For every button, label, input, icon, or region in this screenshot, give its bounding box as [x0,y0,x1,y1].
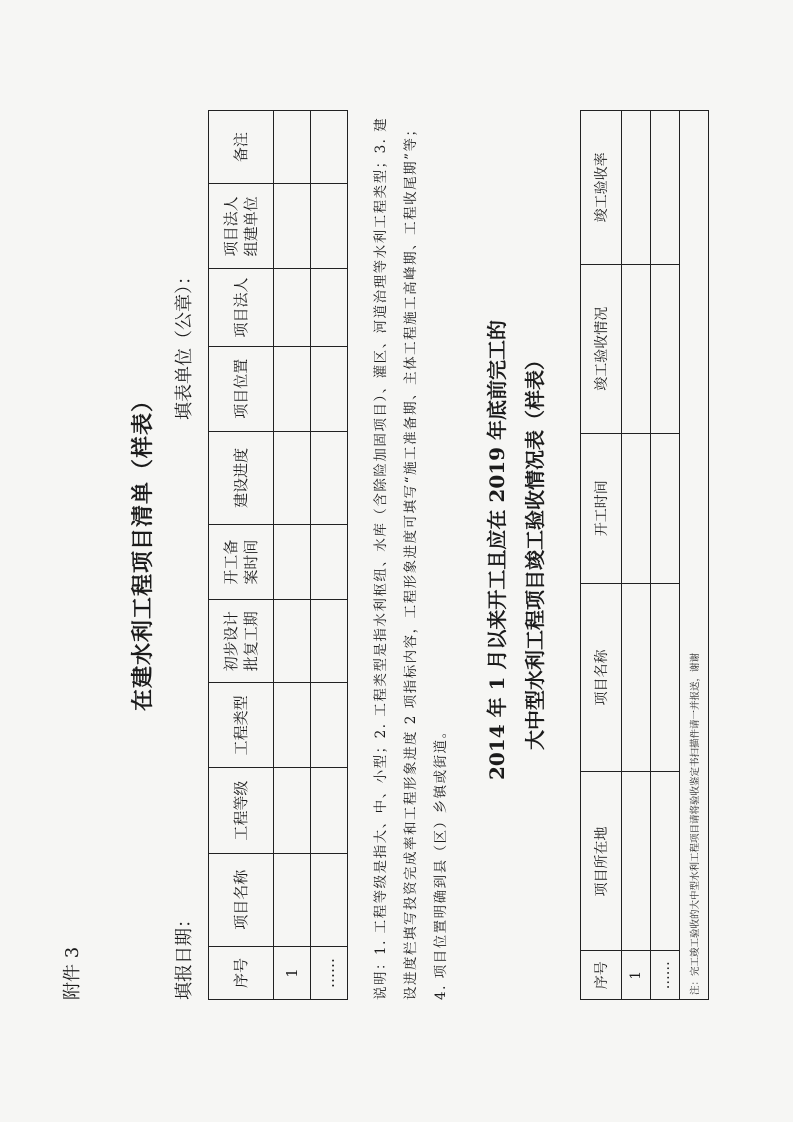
col-header: 项目名称 [581,583,622,772]
col-header: 竣工验收情况 [581,264,622,433]
table-cell [651,264,680,433]
table-cell [311,853,348,946]
table-cell [311,600,348,683]
table-cell [622,583,651,772]
table-cell [651,772,680,951]
table-cell [311,184,348,269]
table-cell [311,683,348,768]
table1-header-row [209,111,274,1000]
table-cell: 1 [274,946,311,999]
col-header: 工程等级 [209,768,274,853]
col-header: 备注 [209,111,274,184]
col-header: 开工备 案时间 [209,524,274,599]
table2-header-row [581,111,622,1000]
table-cell [311,346,348,431]
table-cell [274,111,311,184]
col-header: 建设进度 [209,431,274,524]
table-note-row [680,111,709,1000]
table-cell: …… [311,946,348,999]
table2-title-line1: 2014 年 1 月以来开工且应在 2019 年底前完工的 [485,319,509,781]
table2-title-line2: 大中型水利工程项目竣工验收情况表（样表） [523,350,547,750]
table-cell [274,768,311,853]
table-cell [274,853,311,946]
table-cell [622,772,651,951]
col-header: 序号 [581,951,622,1000]
table-cell [311,269,348,346]
table-cell [311,524,348,599]
table1-title: 在建水利工程项目清单（样表） [130,389,156,712]
table-cell [651,111,680,265]
col-header: 项目所在地 [581,772,622,951]
table-cell [274,269,311,346]
table-row [311,111,348,1000]
fill-unit-label: 填表单位（公章）： [174,267,195,420]
table-cell [651,583,680,772]
table-row [622,111,651,1000]
fill-date-label: 填报日期： [174,910,195,1000]
table-cell [274,600,311,683]
table-cell [274,683,311,768]
table-cell: 1 [622,951,651,1000]
table-row [651,111,680,1000]
col-header: 初步设计 批复工期 [209,600,274,683]
table-cell [311,111,348,184]
table-cell [274,524,311,599]
acceptance-table [580,110,709,1000]
col-header: 项目法人 [209,269,274,346]
col-header: 项目法人 组建单位 [209,184,274,269]
table-row [274,111,311,1000]
table-cell [622,264,651,433]
project-list-table [208,110,348,1000]
table-cell [274,431,311,524]
table-cell: …… [651,951,680,1000]
col-header: 竣工验收率 [581,111,622,265]
col-header: 项目名称 [209,853,274,946]
rotated-content [58,100,738,1000]
col-header: 序号 [209,946,274,999]
table-cell [622,111,651,265]
table2-title [478,100,554,1000]
table2-note: 注：完工竣工验收的大中型水利工程项目请将验收鉴定书扫描件请一并报送，谢谢 [680,111,709,1000]
table-cell [651,433,680,583]
table-cell [274,346,311,431]
col-header: 开工时间 [581,433,622,583]
table-cell [311,431,348,524]
attachment-label: 附件 3 [62,946,83,1000]
col-header: 工程类型 [209,683,274,768]
notes-paragraph: 说明：1. 工程等级是指大、中、小型；2. 工程类型是指水利枢纽、水库（含除险加固项目）、灌区、河道治理等水利工程类型；3. 建设进度栏填写投资完成率和工程形象进度 2 项指标内容，工程形象进度可填写“施工准备期、主体工程施工高峰期、工程收尾期”等；4. 项目位置明确到县（区）乡镇或街道。 [373,116,449,1000]
table-cell [622,433,651,583]
table-cell [274,184,311,269]
table-cell [311,768,348,853]
col-header: 项目位置 [209,346,274,431]
